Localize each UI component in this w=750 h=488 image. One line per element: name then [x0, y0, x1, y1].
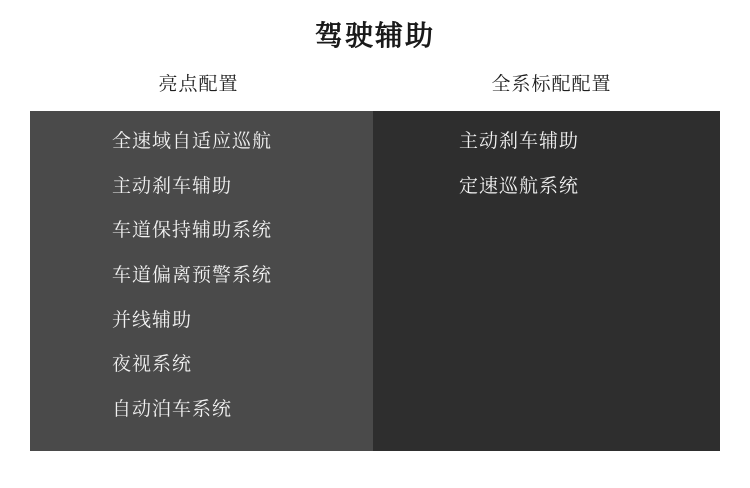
list-item: 并线辅助: [112, 308, 193, 331]
list-item: 定速巡航系统: [459, 174, 580, 197]
list-item: 车道偏离预警系统: [112, 264, 273, 286]
column-header-standard: 全系标配配置: [491, 73, 612, 96]
column-headers: [30, 72, 720, 97]
list-item: 夜视系统: [112, 353, 193, 376]
column-highlight-features: [30, 111, 373, 451]
list-item: 全速域自适应巡航: [112, 130, 273, 153]
list-item: 车道保持辅助系统: [112, 219, 273, 242]
list-item: 主动刹车辅助: [459, 130, 580, 153]
column-header-highlight: 亮点配置: [158, 73, 239, 96]
list-item: 主动刹车辅助: [112, 174, 233, 197]
list-item: 自动泊车系统: [112, 397, 233, 420]
column-standard-features: [373, 111, 720, 451]
page-title: 驾驶辅助: [314, 19, 435, 52]
feature-table: [30, 111, 720, 451]
